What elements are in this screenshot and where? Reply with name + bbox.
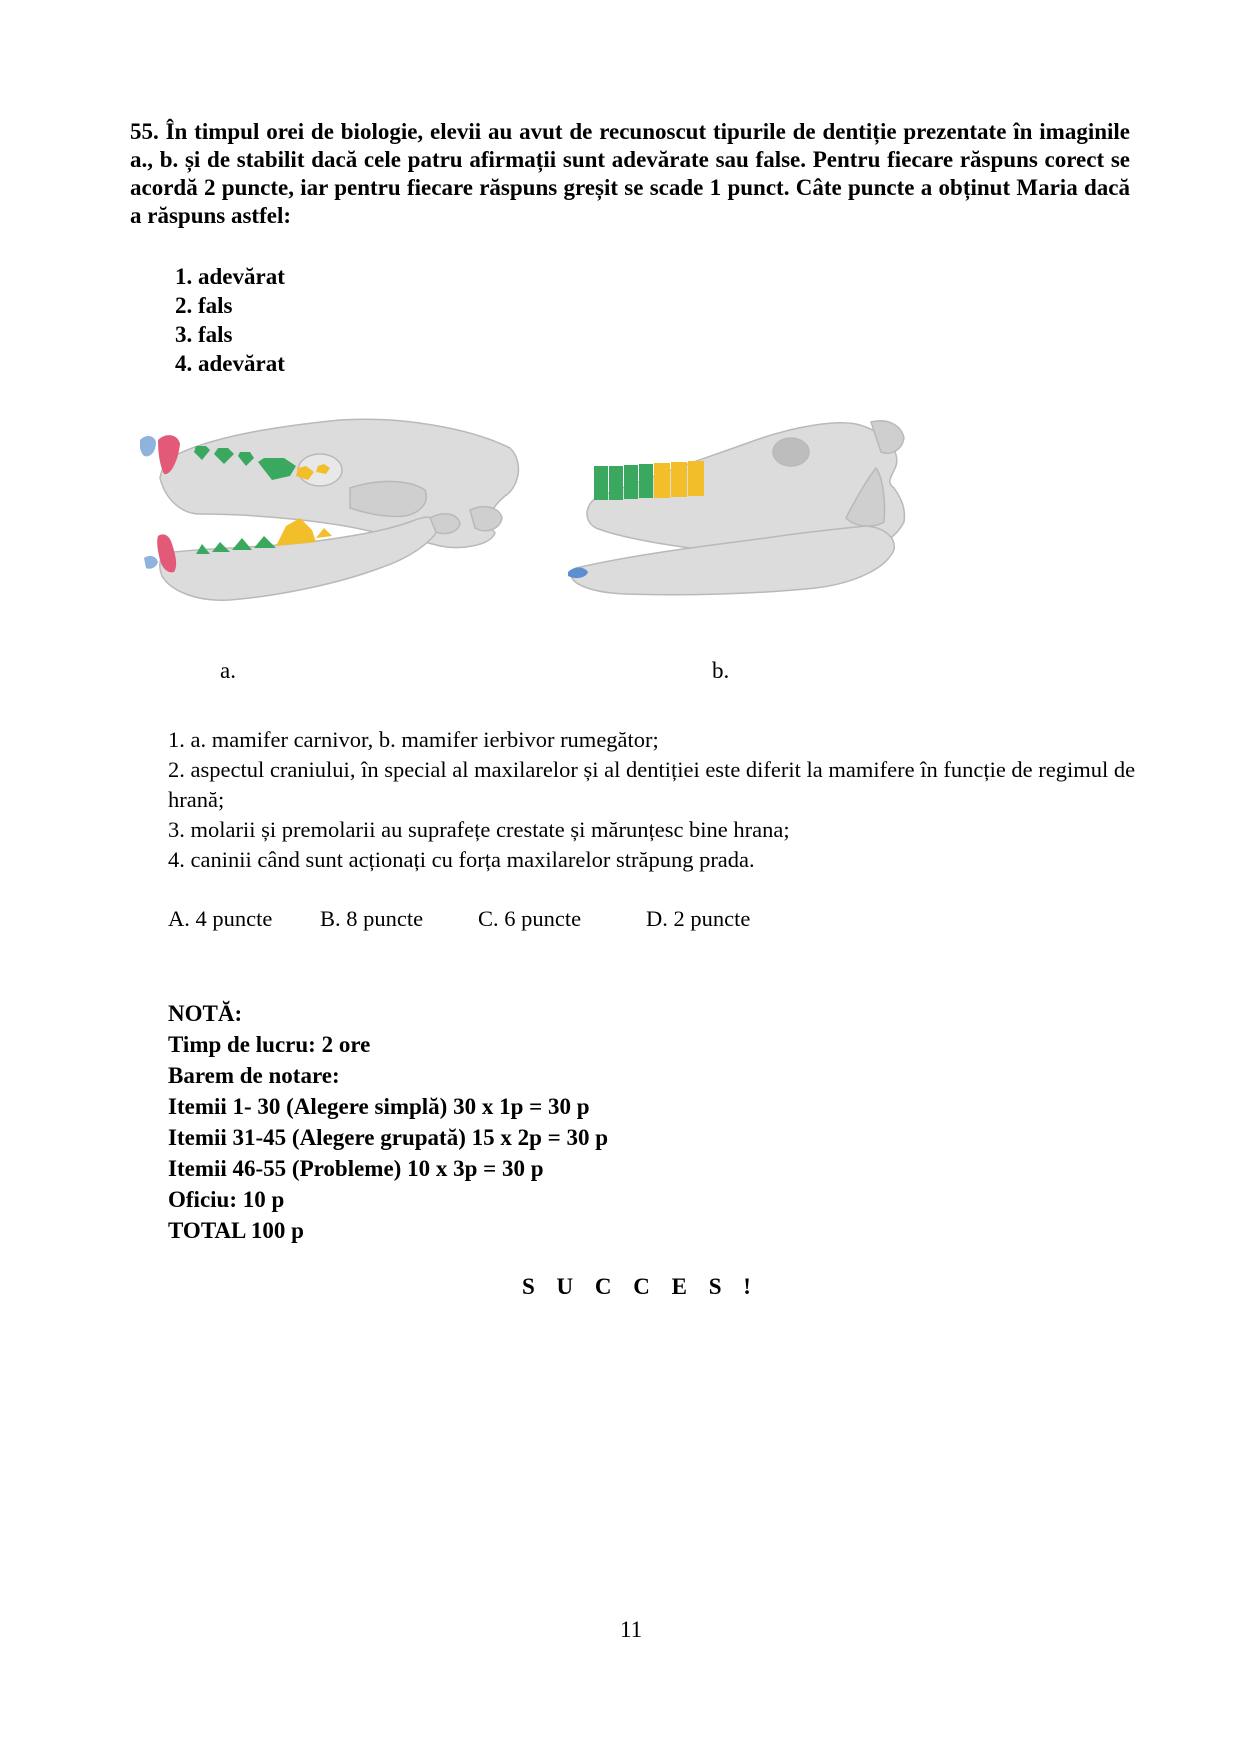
- answer-item: 3. fals: [175, 322, 233, 347]
- herbivore-upper-premolar: [639, 464, 653, 482]
- herbivore-lower-molar: [688, 480, 704, 496]
- figure-b-label: b.: [712, 658, 730, 683]
- figure-a-label: a.: [220, 658, 236, 683]
- closing-success: S U C C E S !: [522, 1274, 759, 1299]
- statements-list: [168, 725, 1148, 875]
- carnivore-ear-bulla: [470, 507, 502, 531]
- carnivore-lower-premolar-2: [212, 542, 230, 552]
- note-section: [168, 998, 608, 1246]
- herbivore-lower-premolar: [594, 484, 608, 500]
- herbivore-upper-molar: [671, 462, 687, 481]
- statement-item: 3. molarii și premolarii au suprafețe crestate și mărunțesc bine hrana;: [168, 817, 790, 842]
- herbivore-lower-premolar: [639, 482, 653, 498]
- carnivore-cranium: [160, 419, 518, 547]
- herbivore-orbit: [773, 438, 809, 466]
- carnivore-lower-incisor: [144, 556, 158, 569]
- carnivore-lower-premolar-4: [254, 536, 276, 548]
- note-line: Timp de lucru: 2 ore: [168, 1032, 371, 1057]
- note-line: TOTAL 100 p: [168, 1218, 304, 1243]
- herbivore-lower-molar: [654, 482, 670, 498]
- maria-answers-list: [175, 262, 285, 378]
- page-number: 11: [620, 1617, 643, 1642]
- option-a: A. 4 puncte: [168, 906, 273, 931]
- option-b: B. 8 puncte: [320, 906, 424, 931]
- statement-item: 1. a. mamifer carnivor, b. mamifer ierbivor rumegător;: [168, 727, 659, 752]
- answer-item: 4. adevărat: [175, 351, 285, 376]
- herbivore-upper-molar: [688, 461, 704, 480]
- note-line: Itemii 1- 30 (Alegere simplă) 30 x 1p = 30 p: [168, 1094, 590, 1119]
- herbivore-upper-molar: [654, 463, 670, 482]
- herbivore-upper-premolar: [624, 465, 638, 483]
- note-line: Itemii 46-55 (Probleme) 10 x 3p = 30 p: [168, 1156, 544, 1181]
- herbivore-skull-figure: [556, 418, 918, 610]
- herbivore-lower-premolar: [609, 484, 623, 500]
- note-line: Oficiu: 10 p: [168, 1187, 285, 1212]
- statement-item: 4. caninii când sunt acționați cu forța maxilarelor străpung prada.: [168, 847, 755, 872]
- answer-item: 1. adevărat: [175, 264, 285, 289]
- question-text: 55. În timpul orei de biologie, elevii au avut de recunoscut tipurile de dentiție prezentate în imaginile a., b. și de stabilit dacă cele patru afirmații sunt adevărate sau false. Pentru fiecare răspuns corect se acordă 2 puncte, iar pentru fiecare răspuns greșit se scade 1 punct. Câte puncte a obținut Maria dacă a răspuns astfel:: [130, 119, 1130, 228]
- note-line: Itemii 31-45 (Alegere grupată) 15 x 2p = 30 p: [168, 1125, 609, 1150]
- carnivore-upper-incisor: [140, 436, 156, 456]
- option-d: D. 2 puncte: [646, 906, 751, 931]
- herbivore-upper-premolar: [594, 466, 608, 484]
- carnivore-zygomatic-arch: [350, 481, 426, 516]
- carnivore-skull-figure: [140, 418, 530, 610]
- herbivore-lower-premolar: [624, 483, 638, 499]
- answer-item: 2. fals: [175, 293, 233, 318]
- note-line: Barem de notare:: [168, 1063, 340, 1088]
- statement-item: 2. aspectul craniului, în special al maxilarelor și al dentiției este diferit la mamifere în funcție de regimul de hrană;: [168, 757, 1136, 812]
- carnivore-lower-premolar-3: [232, 538, 252, 550]
- note-title: NOTĂ:: [168, 1001, 243, 1026]
- herbivore-lower-molar: [671, 481, 687, 497]
- option-c: C. 6 puncte: [478, 906, 582, 931]
- carnivore-lower-carnassial: [276, 518, 316, 546]
- herbivore-upper-premolar: [609, 466, 623, 484]
- carnivore-lower-molar-1: [316, 528, 332, 538]
